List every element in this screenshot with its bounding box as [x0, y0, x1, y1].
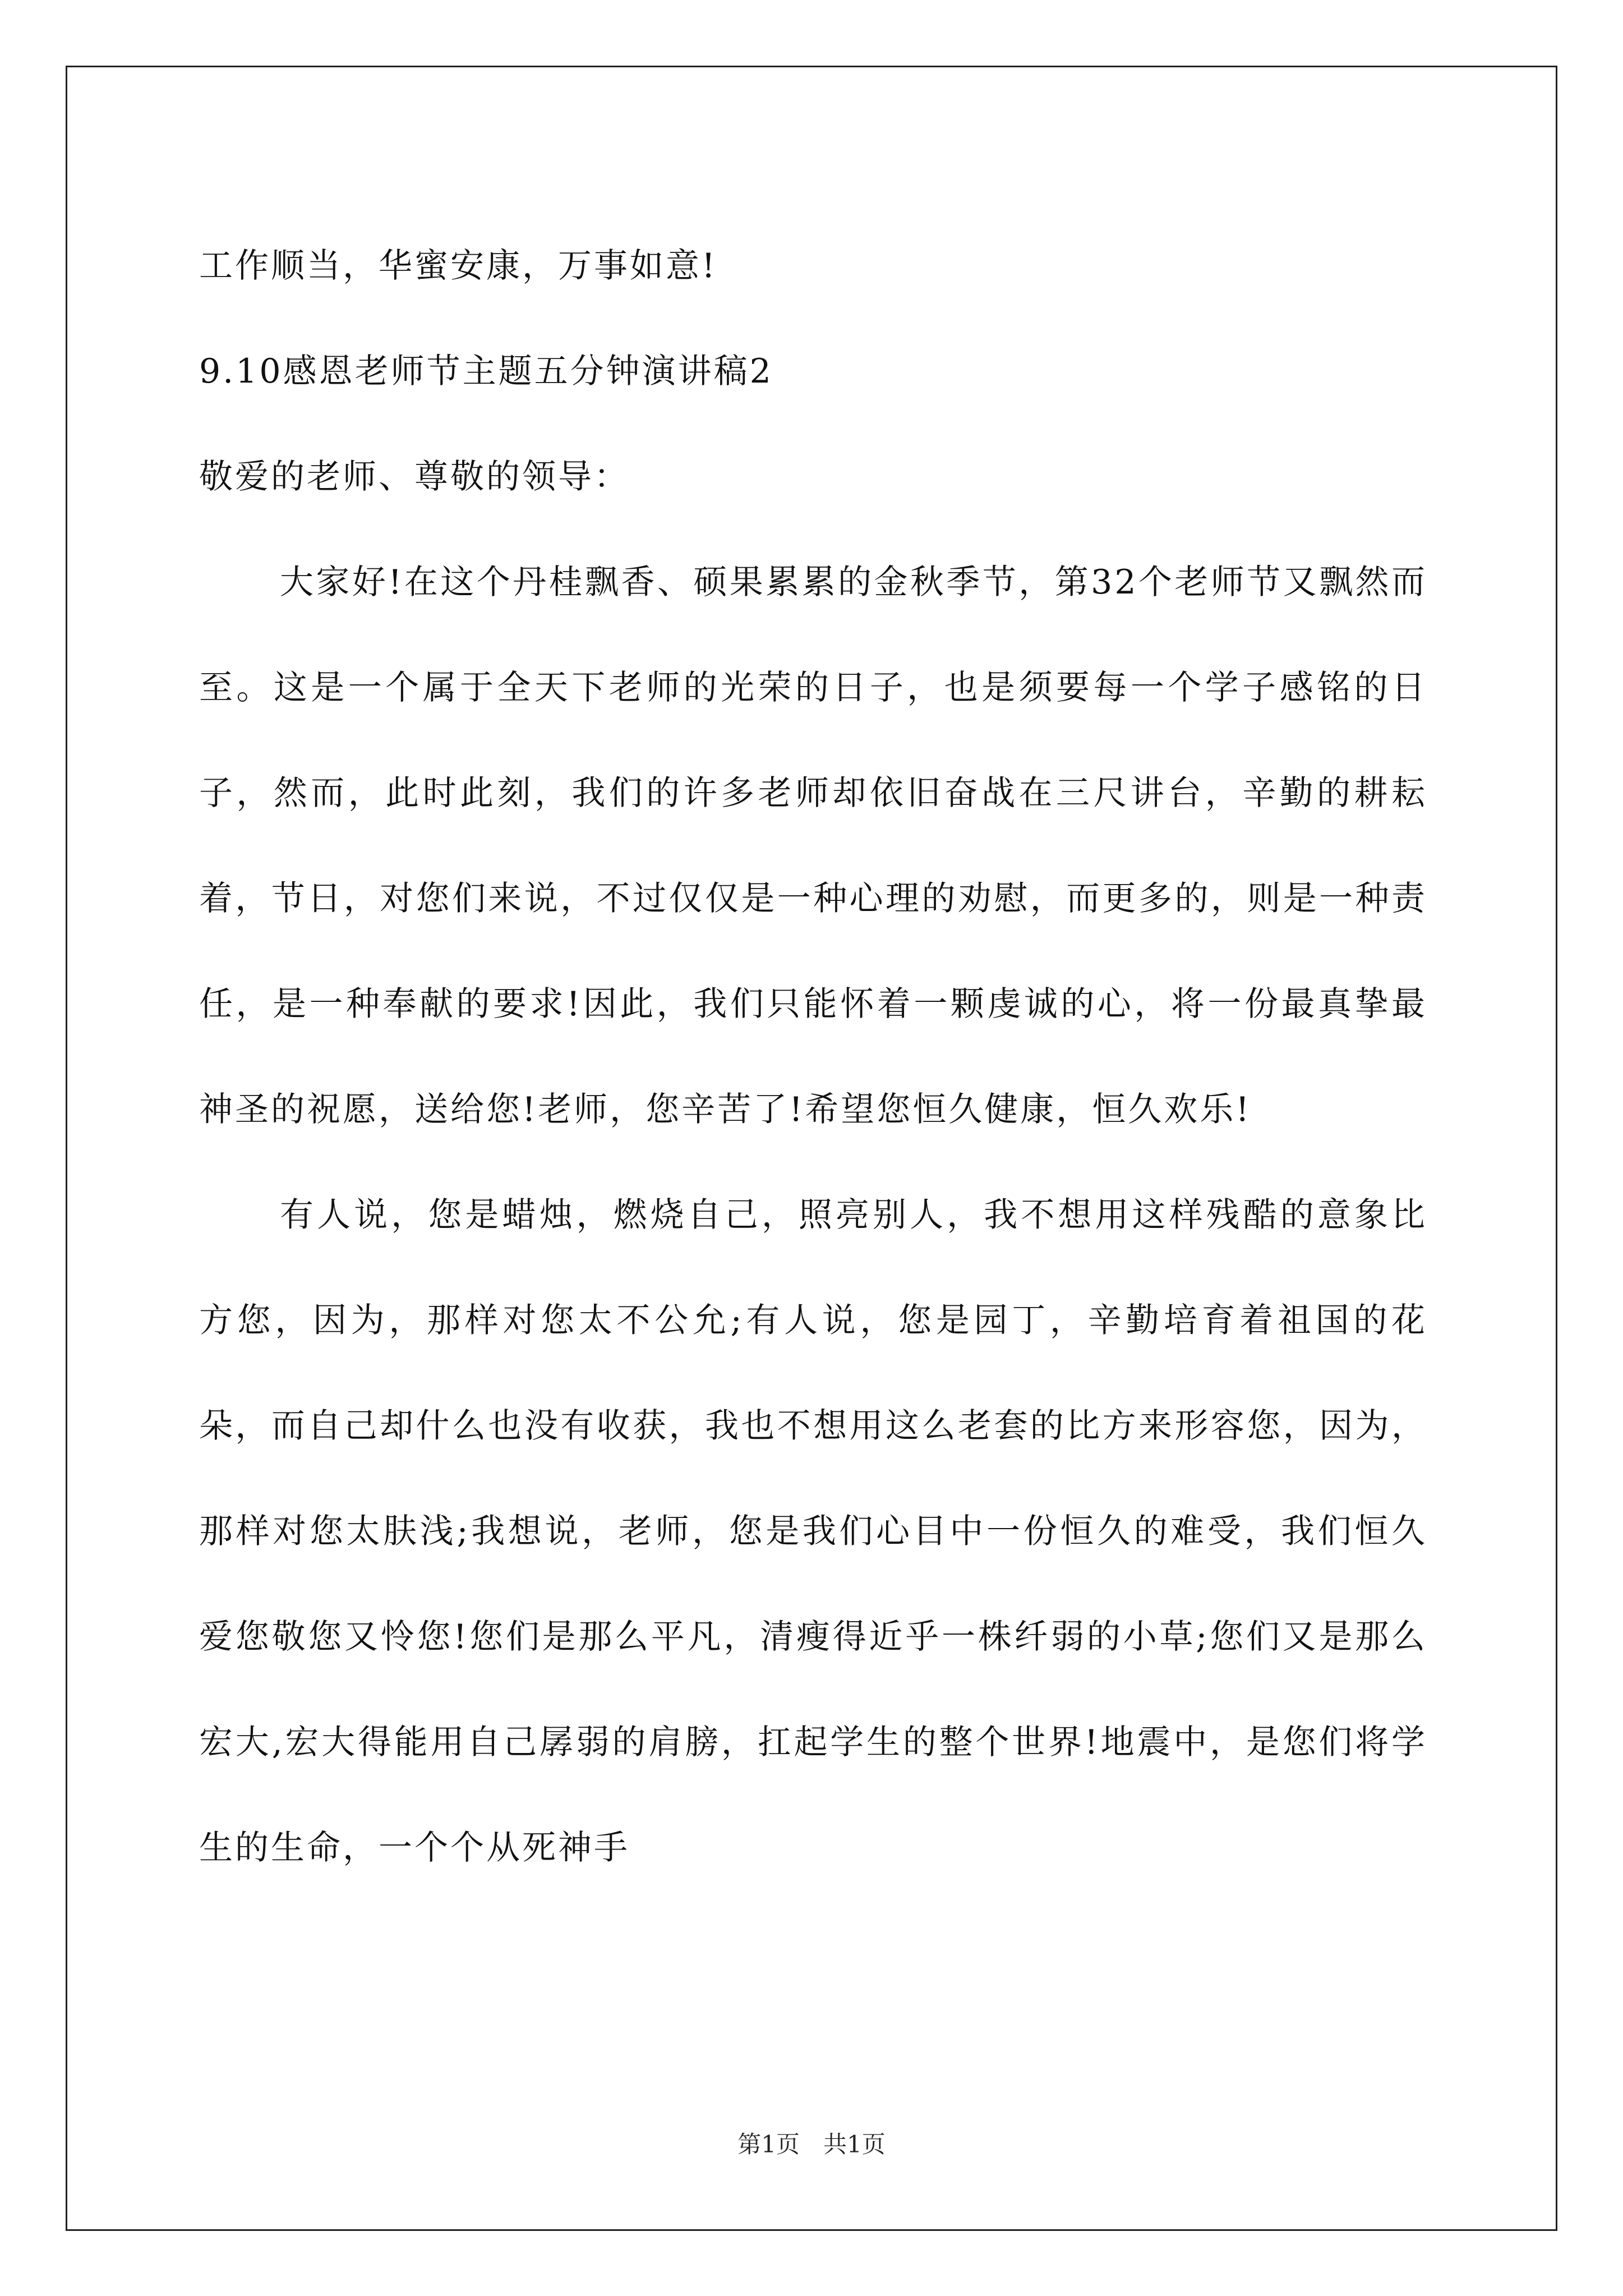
salutation: 敬爱的老师、尊敬的领导：	[199, 457, 630, 496]
section-title: 9.10感恩老师节主题五分钟演讲稿2	[199, 352, 773, 391]
paragraph-2: 有人说，您是蜡烛，燃烧自己，照亮别人，我不想用这样残酷的意象比方您，因为，那样对您太不公允;有人说，您是园丁，辛勤培育着祖国的花朵，而自己却什么也没有收获，我也不想用这么老套的比方来形容您，因为，那样对您太肤浅;我想说，老师，您是我们心目中一份恒久的难受，我们恒久爱您敬您又怜您!您们是那么平凡，清瘦得近乎一株纤弱的小草;您们又是那么宏大,宏大得能用自己孱弱的肩膀，扛起学生的整个世界!地震中，是您们将学生的生命，一个个从死神手	[199, 1195, 1427, 1867]
page-footer: 第1页 共1页	[737, 2131, 886, 2158]
paragraph-1: 大家好!在这个丹桂飘香、硕果累累的金秋季节，第32个老师节又飘然而至。这是一个属于全天下老师的光荣的日子，也是须要每一个学子感铭的日子，然而，此时此刻，我们的许多老师却依旧奋战在三尺讲台，辛勤的耕耘着，节日，对您们来说，不过仅仅是一种心理的劝慰，而更多的，则是一种责任，是一种奉献的要求!因此，我们只能怀着一颗虔诚的心，将一份最真挚最神圣的祝愿，送给您!老师，您辛苦了!希望您恒久健康，恒久欢乐!	[199, 563, 1427, 1129]
closing-line: 工作顺当，华蜜安康，万事如意!	[199, 246, 718, 286]
document-body	[199, 213, 1427, 1901]
